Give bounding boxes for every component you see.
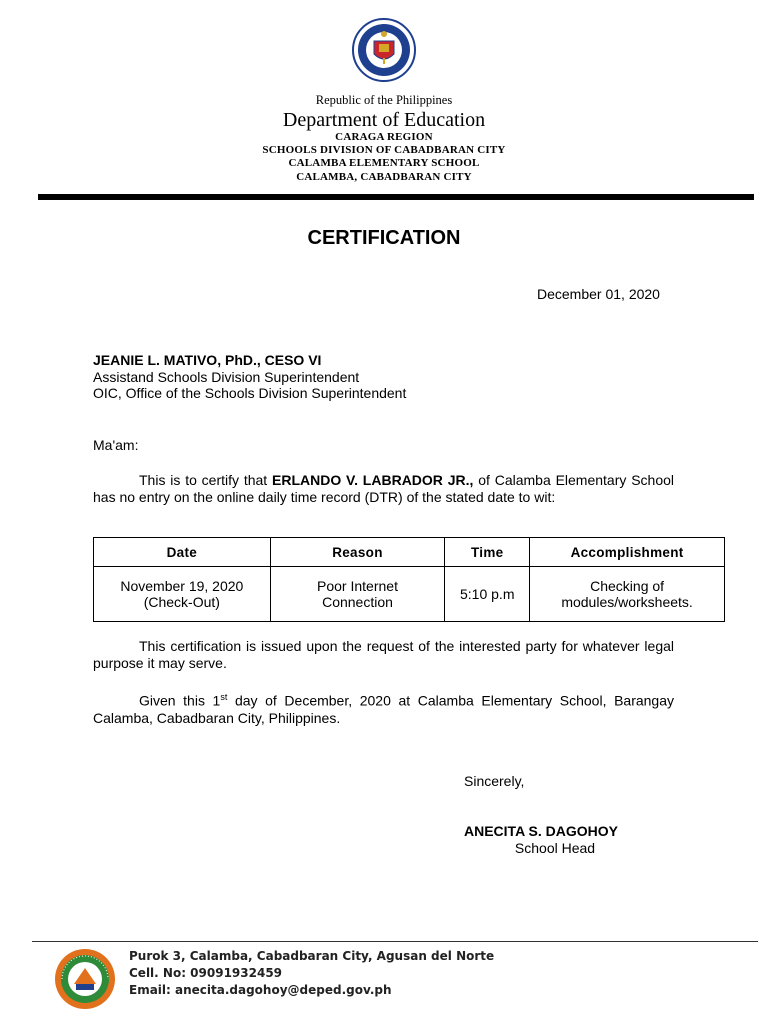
region-line: CARAGA REGION [335,131,433,143]
purpose-paragraph: This certification is issued upon the request of the interested party for whatever legal purpose it may serve. [93,638,674,671]
given-end: day of December, 2020 at Calamba Elementary School, Barangay Calamba, Cabadbaran City, Philippines. [93,692,674,726]
closing: Sincerely, [464,773,525,789]
addressee-name: JEANIE L. MATIVO, PhD., CESO VI [93,352,322,368]
signatory-block [464,823,646,857]
department-name: Department of Education [282,109,486,131]
header-divider [38,194,754,200]
document-date: December 01, 2020 [537,286,660,302]
table-header-row [94,538,725,567]
addressee-block [93,352,406,402]
table-cell-time: 5:10 p.m [445,567,530,622]
deped-seal-logo [351,14,417,86]
footer-contact [129,948,494,999]
signatory-position: School Head [514,840,596,856]
location-line: CALAMBA, CABADBARAN CITY [296,170,472,183]
table-cell-reason [270,567,445,622]
republic-line: Republic of the Philippines [315,93,453,107]
reason-line-2: Connection [322,594,393,610]
date-line-2: (Check-Out) [143,594,220,610]
school-logo [54,948,116,1010]
addressee-position-2: OIC, Office of the Schools Division Superintendent [93,385,407,401]
table-header-reason: Reason [270,538,445,567]
signatory-name: ANECITA S. DAGOHOY [464,823,619,839]
accomplishment-line-1: Checking of [590,577,665,594]
certification-paragraph [93,472,674,506]
table-header-date: Date [94,538,271,567]
footer-email: Email: anecita.dagohoy@deped.gov.ph [129,983,392,997]
addressee-position-1: Assistand Schools Division Superintendent [93,368,360,385]
dtr-table [93,537,725,622]
footer-cell: Cell. No: 09091932459 [129,966,283,980]
paragraph1-before: This is to certify that [139,472,273,488]
date-line-1: November 19, 2020 [120,577,244,594]
school-line: CALAMBA ELEMENTARY SCHOOL [288,157,480,170]
given-superscript: st [220,692,228,702]
footer-divider [32,941,758,942]
given-paragraph [93,689,674,727]
table-row [94,567,725,622]
header-sub-block [0,131,768,184]
table-header-time: Time [445,538,530,567]
footer-address: Purok 3, Calamba, Cabadbaran City, Agusan del Norte [129,949,495,963]
division-line: SCHOOLS DIVISION OF CABADBARAN CITY [262,144,506,157]
table-cell-date [94,567,271,622]
certified-person-name: ERLANDO V. LABRADOR JR., [272,472,474,488]
table-cell-accomplishment [530,567,725,622]
table-header-accomplishment: Accomplishment [530,538,725,567]
paragraph1-after: of Calamba Elementary School has no entry on the online daily time record (DTR) of the stated date to wit: [93,472,675,505]
salutation: Ma'am: [93,437,139,453]
accomplishment-line-2: modules/worksheets. [561,594,693,610]
reason-line-1: Poor Internet [317,577,398,594]
document-title: CERTIFICATION [307,227,461,249]
given-start: Given this 1 [139,692,221,709]
